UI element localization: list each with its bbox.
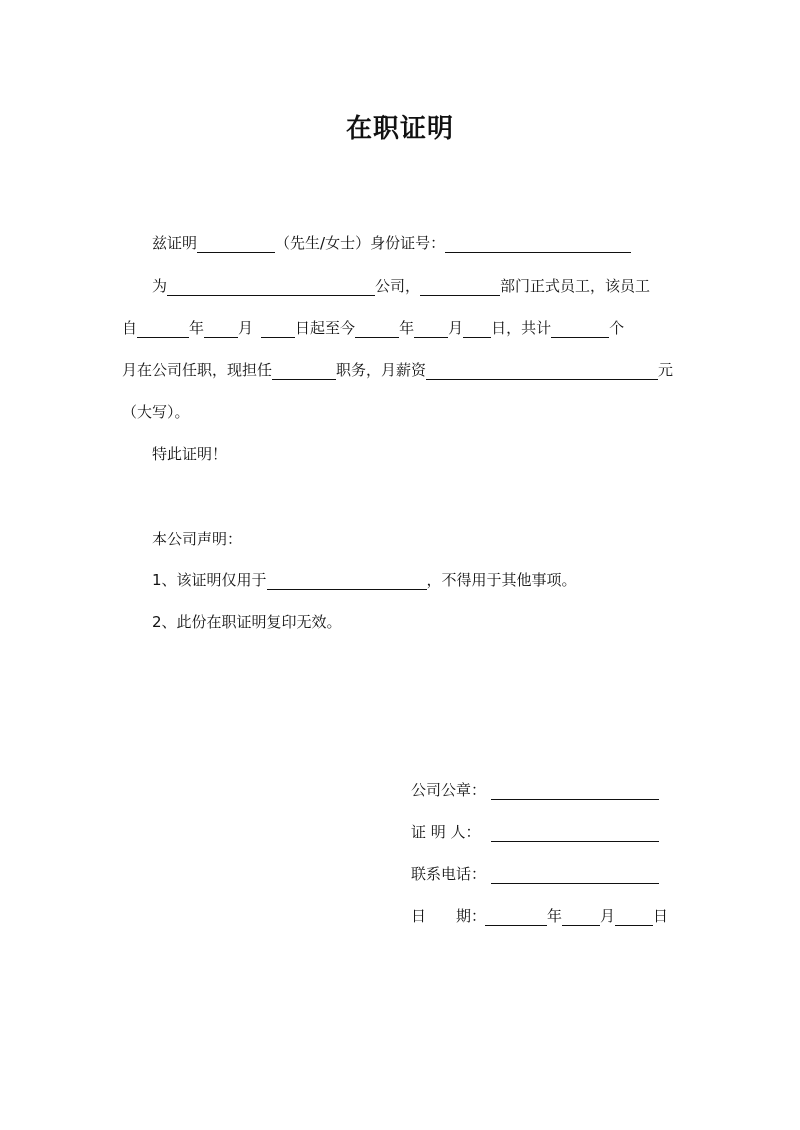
usage-blank[interactable]: [267, 573, 427, 590]
declaration-heading-text: 本公司声明：: [152, 530, 243, 548]
closing-text: 特此证明！: [152, 445, 228, 463]
id-number-blank[interactable]: [445, 236, 631, 253]
closing-line: [152, 444, 227, 464]
total-months-blank[interactable]: [551, 321, 609, 338]
start-month-blank[interactable]: [204, 321, 238, 338]
date-label: 日 期：: [411, 907, 487, 925]
seal-row: [411, 780, 659, 800]
end-year-blank[interactable]: [355, 321, 399, 338]
document-title: 在职证明: [345, 114, 454, 144]
currency-label: 元: [658, 361, 674, 379]
start-year-blank[interactable]: [137, 321, 189, 338]
from-prefix: 自: [122, 319, 138, 337]
phone-label: 联系电话：: [411, 865, 487, 883]
body-line-3: [122, 318, 624, 338]
declaration-item-2: [152, 612, 342, 632]
certifier-label: 证 明 人：: [411, 823, 481, 841]
certifier-row: [411, 822, 659, 842]
title-id-label: （先生/女士）身份证号：: [275, 234, 446, 252]
until-now-label: 日起至今: [295, 319, 356, 337]
certifier-blank[interactable]: [491, 825, 659, 842]
year-label-1: 年: [189, 319, 205, 337]
month-label-2: 月: [448, 319, 464, 337]
seal-label: 公司公章：: [411, 781, 487, 799]
total-label: 日，共计: [491, 319, 552, 337]
body-line-5: [122, 402, 190, 422]
unit-label: 个: [609, 319, 625, 337]
start-day-blank[interactable]: [261, 321, 295, 338]
declaration-item-1: [152, 570, 577, 590]
company-blank[interactable]: [167, 279, 375, 296]
date-month-label: 月: [600, 907, 616, 925]
date-year-blank[interactable]: [485, 909, 547, 926]
date-year-label: 年: [547, 907, 563, 925]
seal-blank[interactable]: [491, 783, 659, 800]
company-suffix: 公司，: [375, 277, 421, 295]
usage-prefix: 1、该证明仅用于: [152, 571, 267, 589]
phone-row: [411, 864, 659, 884]
position-blank[interactable]: [272, 363, 336, 380]
certify-prefix: 兹证明: [152, 234, 198, 252]
date-month-blank[interactable]: [562, 909, 600, 926]
usage-suffix: ，不得用于其他事项。: [426, 571, 577, 589]
phone-blank[interactable]: [491, 867, 659, 884]
end-month-blank[interactable]: [414, 321, 448, 338]
end-day-blank[interactable]: [463, 321, 491, 338]
month-label-1: 月: [238, 319, 254, 337]
position-prefix: 月在公司任职，现担任: [122, 361, 273, 379]
for-prefix: 为: [152, 277, 168, 295]
date-row: [411, 906, 668, 926]
salary-blank[interactable]: [426, 363, 658, 380]
uppercase-note: （大写）。: [122, 403, 190, 421]
declaration-heading: [152, 529, 242, 549]
copy-invalid-text: 2、此份在职证明复印无效。: [152, 613, 342, 631]
department-blank[interactable]: [420, 279, 500, 296]
department-suffix: 部门正式员工，该员工: [500, 277, 651, 295]
name-blank[interactable]: [197, 236, 275, 253]
body-line-4: [122, 360, 673, 380]
date-day-label: 日: [653, 907, 669, 925]
salary-label: 职务，月薪资: [336, 361, 427, 379]
body-line-2: [152, 276, 650, 296]
date-day-blank[interactable]: [615, 909, 653, 926]
year-label-2: 年: [399, 319, 415, 337]
body-line-1: [152, 233, 631, 253]
